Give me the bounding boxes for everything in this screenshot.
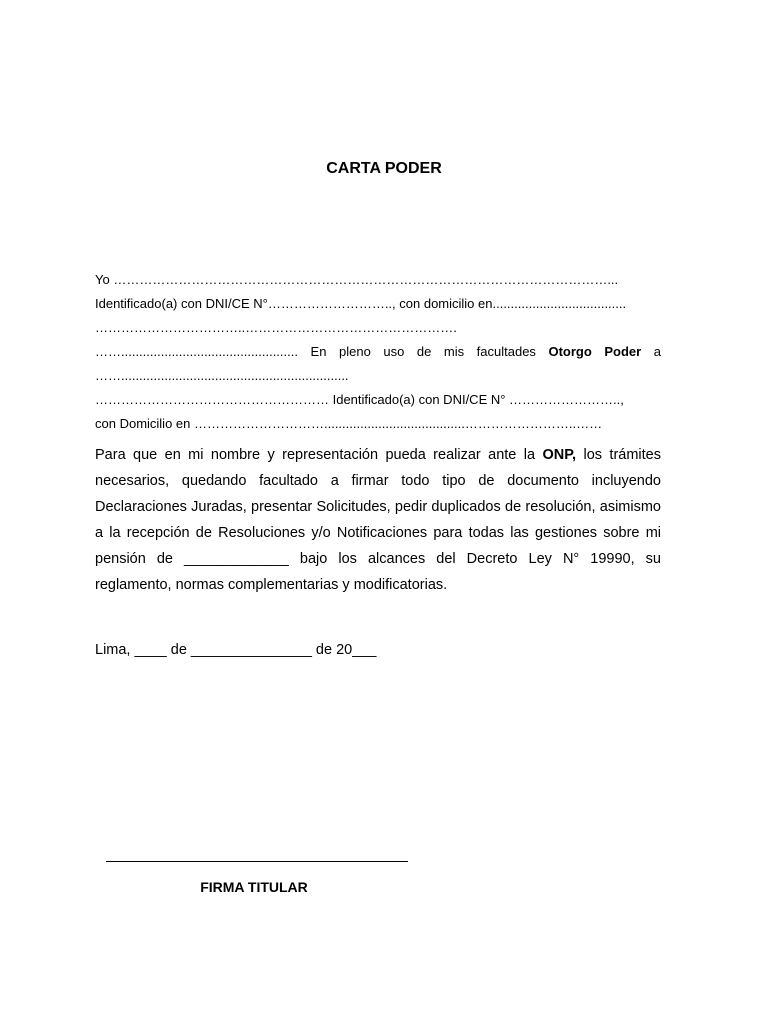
body-text-rest: los trámites necesarios, quedando facultado a firmar todo tipo de documento incluyendo Declaraciones Juradas, presentar Solicitudes, pedir duplicados de resolución, asimismo a la recepción de Resoluciones y/o Notificaciones para todas las gestiones sobre mi pensión de _____________ bajo los alcances del Decreto Ley N° 19990, su reglamento, normas complementarias y modificatorias.: [95, 447, 661, 593]
grant-power-bold: Otorgo Poder: [548, 344, 642, 359]
signature-line: [106, 861, 408, 862]
grant-power-dots: …….................................................: [95, 344, 298, 359]
grant-power-line: [95, 340, 661, 364]
attorney-id-line: ……………………………………………… Identificado(a) con DNI/CE N° ……………………..,: [95, 392, 624, 407]
place-date-line: Lima, ____ de _______________ de 20___: [95, 642, 377, 658]
grantor-address-continuation-line: ……………………………..………………………………………….: [95, 320, 457, 335]
grantor-details: [95, 268, 661, 436]
attorney-address-line: con Domicilio en ………………………….......................................……………………..……: [95, 416, 603, 431]
body-text-onp: ONP,: [542, 447, 577, 463]
document-title: CARTA PODER: [326, 160, 442, 177]
body-text-start: Para que en mi nombre y representación pueda realizar ante la: [95, 447, 543, 463]
grantor-id-address-line: Identificado(a) con DNI/CE N°……………………….., con domicilio en.....................................: [95, 296, 627, 311]
signature-label: FIRMA TITULAR: [200, 879, 308, 895]
grant-power-end: a: [653, 344, 661, 359]
grant-power-text: En pleno uso de mis facultades: [310, 344, 549, 359]
power-scope-paragraph: [95, 442, 661, 598]
grantor-name-line: Yo ……………………………………………………………………………………………………...: [95, 272, 619, 287]
attorney-name-line: ……...............................................................: [95, 368, 349, 383]
